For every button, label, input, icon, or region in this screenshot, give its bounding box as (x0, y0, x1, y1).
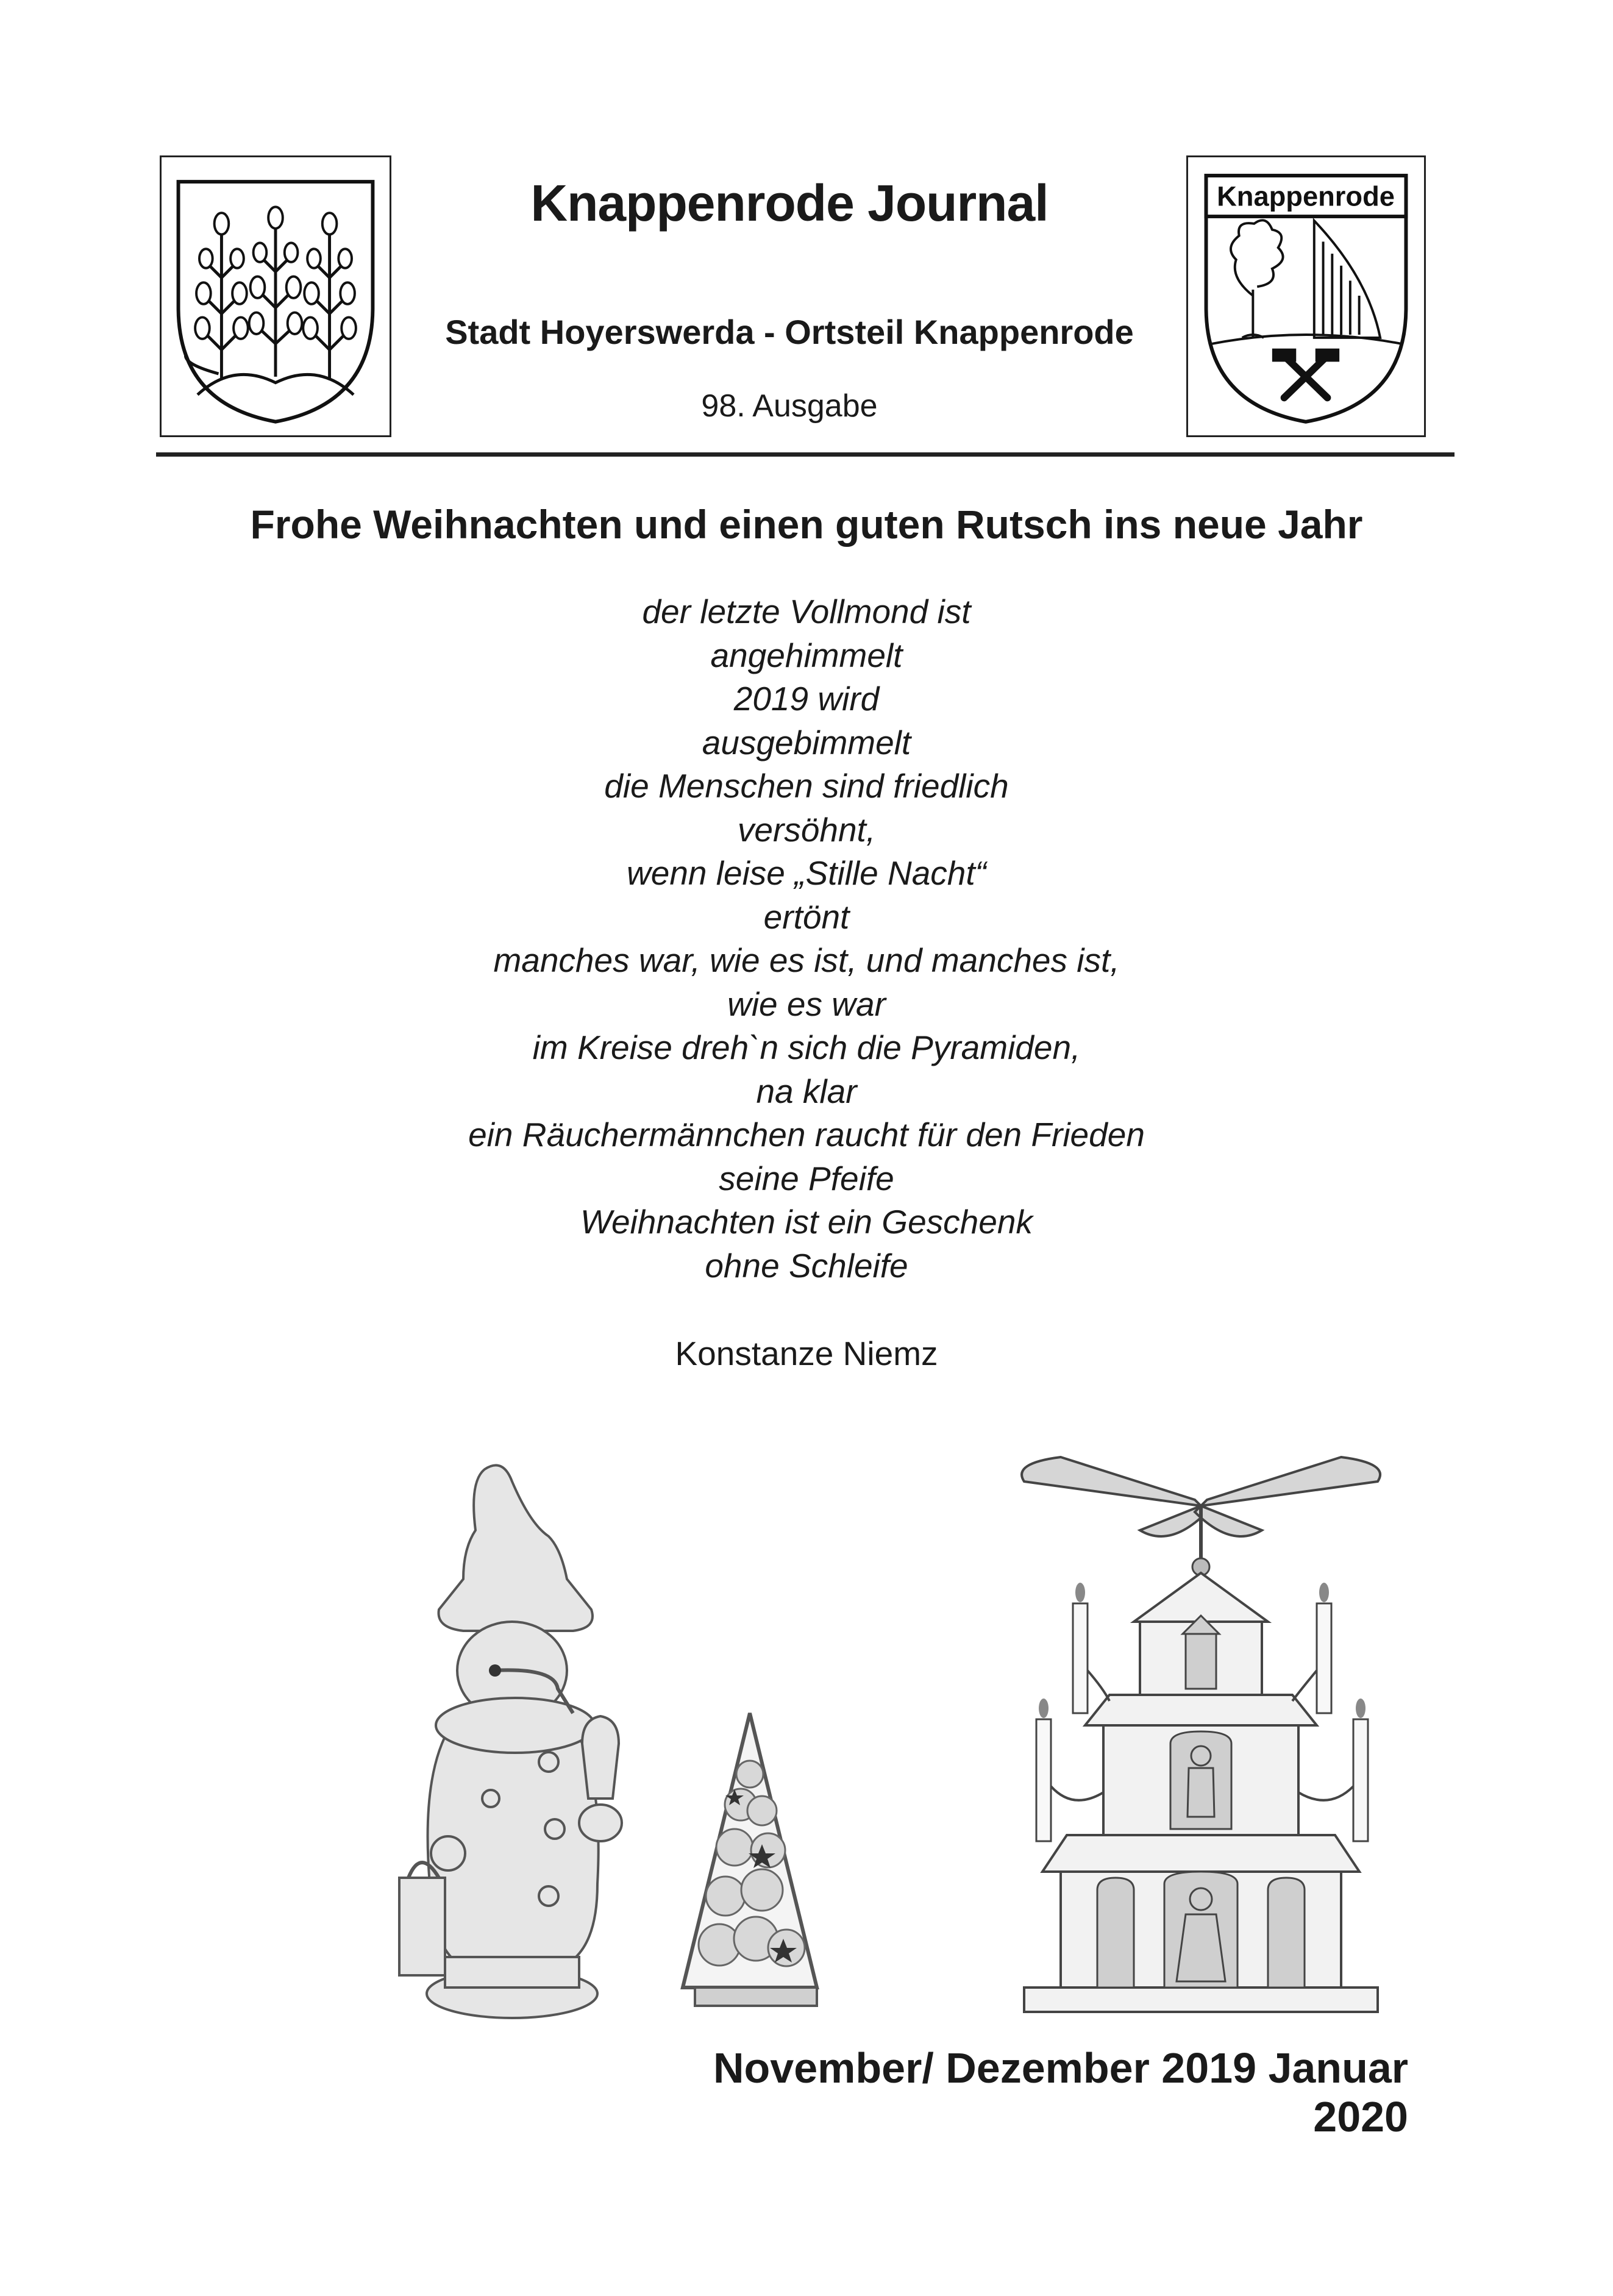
journal-title: Knappenrode Journal (530, 174, 1049, 232)
crest-label: Knappenrode (1217, 180, 1395, 212)
poem-line: versöhnt, (737, 810, 876, 849)
three-oak-trees-crest-icon (162, 157, 390, 435)
journal-subtitle: Stadt Hoyerswerda - Ortsteil Knappenrode (445, 313, 1134, 351)
christmas-pyramid-image (988, 1445, 1414, 2018)
knappenrode-crest-icon (1188, 157, 1424, 435)
poem-line: ein Räuchermännchen raucht für den Frieden (468, 1116, 1145, 1153)
poem-line: wenn leise „Stille Nacht“ (627, 854, 986, 892)
wooden-tree-figure-image (677, 1707, 823, 2012)
poem-line: der letzte Vollmond ist (642, 593, 971, 630)
poem-line: die Menschen sind friedlich (604, 767, 1009, 805)
poem-line: wie es war (727, 985, 886, 1023)
poem-line: im Kreise dreh`n sich die Pyramiden, (532, 1029, 1081, 1066)
poem-line: ausgebimmelt (702, 723, 911, 761)
poem-line: 2019 wird (733, 680, 880, 718)
poem-line: na klar (756, 1072, 857, 1110)
greeting-headline: Frohe Weihnachten und einen guten Rutsch ins neue Jahr (250, 502, 1363, 547)
poem-line: seine Pfeife (719, 1159, 894, 1197)
issue-number: 98. Ausgabe (701, 388, 878, 424)
poem (0, 590, 1613, 1288)
poem-line: manches war, wie es ist, und manches ist, (493, 941, 1120, 979)
header-divider (156, 452, 1455, 457)
poem-line: Weihnachten ist ein Geschenk (580, 1203, 1033, 1241)
issue-date: November/ Dezember 2019 Januar 2020 (713, 2044, 1408, 2141)
coat-of-arms-left (160, 155, 391, 437)
poem-line: angehimmelt (710, 636, 903, 674)
poem-line: ohne Schleife (705, 1246, 908, 1285)
poem-author: Konstanze Niemz (675, 1335, 938, 1372)
poem-line: ertönt (763, 897, 850, 936)
coat-of-arms-right (1186, 155, 1426, 437)
smoking-man-figure-image (372, 1457, 646, 2024)
